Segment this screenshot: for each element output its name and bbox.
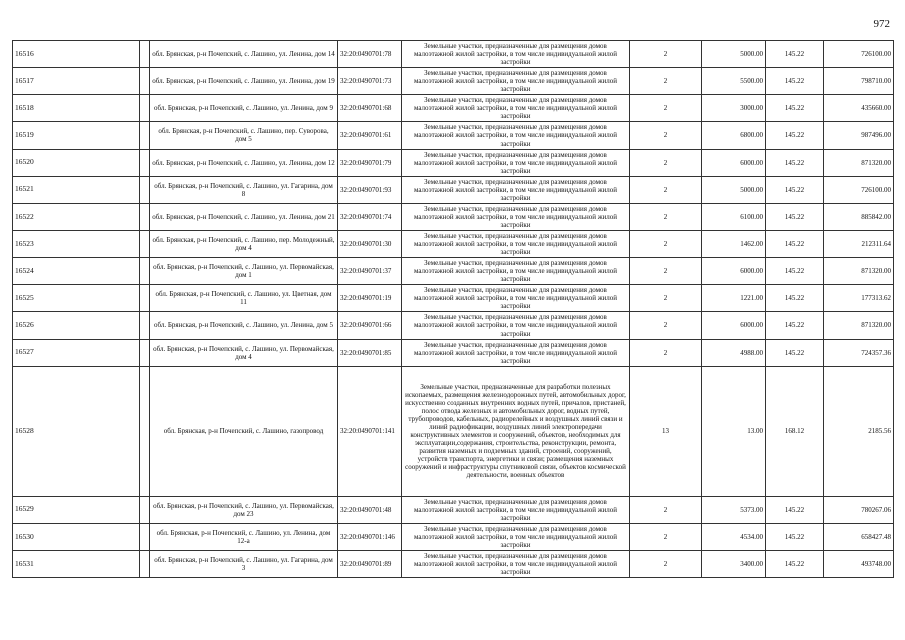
cadastral-number-cell: 32:20:0490701:61 xyxy=(338,122,402,149)
address-cell: обл. Брянская, р-н Почепский, с. Лашино, ул. Гагарина, дом 8 xyxy=(150,176,338,203)
row-number: 16529 xyxy=(13,496,140,523)
cadastral-value-cell: 871320.00 xyxy=(824,149,894,176)
cadastral-value-table xyxy=(12,40,894,578)
cadastral-value-cell: 177313.62 xyxy=(824,285,894,312)
area-cell: 3000.00 xyxy=(702,95,766,122)
cadastral-value-cell: 871320.00 xyxy=(824,258,894,285)
address-cell: обл. Брянская, р-н Почепский, с. Лашино, ул. Первомайская, дом 23 xyxy=(150,496,338,523)
row-number: 16520 xyxy=(13,149,140,176)
row-number: 16519 xyxy=(13,122,140,149)
cadastral-value-cell: 212311.64 xyxy=(824,230,894,257)
land-use-cell: Земельные участки, предназначенные для размещения домов малоэтажной жилой застройки, в том числе индивидуальной жилой застройки xyxy=(402,149,630,176)
table-row xyxy=(13,230,894,257)
specific-value-cell: 145.22 xyxy=(766,285,824,312)
cadastral-value-cell: 658427.48 xyxy=(824,523,894,550)
land-use-cell: Земельные участки, предназначенные для размещения домов малоэтажной жилой застройки, в том числе индивидуальной жилой застройки xyxy=(402,550,630,577)
land-use-cell: Земельные участки, предназначенные для размещения домов малоэтажной жилой застройки, в том числе индивидуальной жилой застройки xyxy=(402,339,630,366)
group-number-cell: 2 xyxy=(630,149,702,176)
land-use-cell: Земельные участки, предназначенные для разработки полезных ископаемых, размещения железнодорожных путей, автомобильных дорог, искусственно созданных внутренних водных путей, причалов, пристаней, полос отвода железных и автомобильных дорог, водных путей, трубопроводов, кабельных, радиорелейных и воздушных линий связи и линий радиофикации, воздушных линий электропередачи конструктивных элементов и сооружений, объектов, необходимых для эксплуатации,содержания, строительства, реконструкции, ремонта, развития наземных и подземных зданий, строений, сооружений, устройств транспорта, энергетики и связи; размещения наземных сооружений и инфраструктуры спутниковой связи, объектов космической деятельности, военных объектов xyxy=(402,366,630,496)
empty-cell xyxy=(140,122,150,149)
cadastral-number-cell: 32:20:0490701:30 xyxy=(338,230,402,257)
cadastral-number-cell: 32:20:0490701:68 xyxy=(338,95,402,122)
cadastral-number-cell: 32:20:0490701:89 xyxy=(338,550,402,577)
specific-value-cell: 145.22 xyxy=(766,68,824,95)
specific-value-cell: 145.22 xyxy=(766,523,824,550)
row-number: 16525 xyxy=(13,285,140,312)
cadastral-number-cell: 32:20:0490701:73 xyxy=(338,68,402,95)
cadastral-number-cell: 32:20:0490701:79 xyxy=(338,149,402,176)
row-number: 16527 xyxy=(13,339,140,366)
group-number-cell: 2 xyxy=(630,95,702,122)
land-use-cell: Земельные участки, предназначенные для размещения домов малоэтажной жилой застройки, в том числе индивидуальной жилой застройки xyxy=(402,496,630,523)
group-number-cell: 13 xyxy=(630,366,702,496)
cadastral-value-cell: 780267.06 xyxy=(824,496,894,523)
group-number-cell: 2 xyxy=(630,258,702,285)
group-number-cell: 2 xyxy=(630,68,702,95)
cadastral-value-cell: 726100.00 xyxy=(824,41,894,68)
group-number-cell: 2 xyxy=(630,496,702,523)
specific-value-cell: 145.22 xyxy=(766,122,824,149)
area-cell: 6000.00 xyxy=(702,149,766,176)
land-use-cell: Земельные участки, предназначенные для размещения домов малоэтажной жилой застройки, в том числе индивидуальной жилой застройки xyxy=(402,523,630,550)
address-cell: обл. Брянская, р-н Почепский, с. Лашино, ул. Первомайская, дом 1 xyxy=(150,258,338,285)
table-row xyxy=(13,149,894,176)
group-number-cell: 2 xyxy=(630,550,702,577)
address-cell: обл. Брянская, р-н Почепский, с. Лашино, ул. Гагарина, дом 3 xyxy=(150,550,338,577)
table-row xyxy=(13,550,894,577)
empty-cell xyxy=(140,312,150,339)
cadastral-value-cell: 871320.00 xyxy=(824,312,894,339)
area-cell: 4534.00 xyxy=(702,523,766,550)
row-number: 16528 xyxy=(13,366,140,496)
table-row xyxy=(13,366,894,496)
specific-value-cell: 145.22 xyxy=(766,230,824,257)
row-number: 16526 xyxy=(13,312,140,339)
area-cell: 5373.00 xyxy=(702,496,766,523)
address-cell: обл. Брянская, р-н Почепский, с. Лашино, пер. Суворова, дом 5 xyxy=(150,122,338,149)
empty-cell xyxy=(140,149,150,176)
area-cell: 5000.00 xyxy=(702,41,766,68)
row-number: 16524 xyxy=(13,258,140,285)
empty-cell xyxy=(140,496,150,523)
table-row xyxy=(13,523,894,550)
address-cell: обл. Брянская, р-н Почепский, с. Лашино, ул. Ленина, дом 9 xyxy=(150,95,338,122)
address-cell: обл. Брянская, р-н Почепский, с. Лашино, ул. Цветная, дом 11 xyxy=(150,285,338,312)
cadastral-number-cell: 32:20:0490701:48 xyxy=(338,496,402,523)
specific-value-cell: 145.22 xyxy=(766,41,824,68)
cadastral-value-cell: 798710.00 xyxy=(824,68,894,95)
land-use-cell: Земельные участки, предназначенные для размещения домов малоэтажной жилой застройки, в том числе индивидуальной жилой застройки xyxy=(402,176,630,203)
empty-cell xyxy=(140,285,150,312)
group-number-cell: 2 xyxy=(630,122,702,149)
address-cell: обл. Брянская, р-н Почепский, с. Лашино, ул. Ленина, дом 21 xyxy=(150,203,338,230)
row-number: 16521 xyxy=(13,176,140,203)
cadastral-number-cell: 32:20:0490701:85 xyxy=(338,339,402,366)
cadastral-number-cell: 32:20:0490701:146 xyxy=(338,523,402,550)
table-row xyxy=(13,339,894,366)
table-row xyxy=(13,176,894,203)
area-cell: 3400.00 xyxy=(702,550,766,577)
empty-cell xyxy=(140,230,150,257)
address-cell: обл. Брянская, р-н Почепский, с. Лашино, ул. Первомайская, дом 4 xyxy=(150,339,338,366)
empty-cell xyxy=(140,95,150,122)
empty-cell xyxy=(140,258,150,285)
land-use-cell: Земельные участки, предназначенные для размещения домов малоэтажной жилой застройки, в том числе индивидуальной жилой застройки xyxy=(402,122,630,149)
land-use-cell: Земельные участки, предназначенные для размещения домов малоэтажной жилой застройки, в том числе индивидуальной жилой застройки xyxy=(402,230,630,257)
row-number: 16517 xyxy=(13,68,140,95)
empty-cell xyxy=(140,366,150,496)
area-cell: 5000.00 xyxy=(702,176,766,203)
address-cell: обл. Брянская, р-н Почепский, с. Лашино, ул. Ленина, дом 14 xyxy=(150,41,338,68)
table-row xyxy=(13,258,894,285)
area-cell: 6000.00 xyxy=(702,258,766,285)
specific-value-cell: 145.22 xyxy=(766,95,824,122)
row-number: 16523 xyxy=(13,230,140,257)
land-use-cell: Земельные участки, предназначенные для размещения домов малоэтажной жилой застройки, в том числе индивидуальной жилой застройки xyxy=(402,95,630,122)
land-use-cell: Земельные участки, предназначенные для размещения домов малоэтажной жилой застройки, в том числе индивидуальной жилой застройки xyxy=(402,203,630,230)
table-row xyxy=(13,122,894,149)
land-use-cell: Земельные участки, предназначенные для размещения домов малоэтажной жилой застройки, в том числе индивидуальной жилой застройки xyxy=(402,258,630,285)
empty-cell xyxy=(140,523,150,550)
cadastral-number-cell: 32:20:0490701:74 xyxy=(338,203,402,230)
empty-cell xyxy=(140,41,150,68)
table-row xyxy=(13,285,894,312)
table-row xyxy=(13,496,894,523)
land-use-cell: Земельные участки, предназначенные для размещения домов малоэтажной жилой застройки, в том числе индивидуальной жилой застройки xyxy=(402,285,630,312)
group-number-cell: 2 xyxy=(630,339,702,366)
group-number-cell: 2 xyxy=(630,41,702,68)
cadastral-value-cell: 493748.00 xyxy=(824,550,894,577)
table-row xyxy=(13,95,894,122)
empty-cell xyxy=(140,339,150,366)
land-use-cell: Земельные участки, предназначенные для размещения домов малоэтажной жилой застройки, в том числе индивидуальной жилой застройки xyxy=(402,68,630,95)
empty-cell xyxy=(140,68,150,95)
area-cell: 5500.00 xyxy=(702,68,766,95)
cadastral-value-cell: 2185.56 xyxy=(824,366,894,496)
address-cell: обл. Брянская, р-н Почепский, с. Лашино, ул. Ленина, дом 5 xyxy=(150,312,338,339)
row-number: 16522 xyxy=(13,203,140,230)
empty-cell xyxy=(140,550,150,577)
cadastral-number-cell: 32:20:0490701:78 xyxy=(338,41,402,68)
cadastral-value-cell: 724357.36 xyxy=(824,339,894,366)
specific-value-cell: 145.22 xyxy=(766,496,824,523)
specific-value-cell: 145.22 xyxy=(766,149,824,176)
cadastral-value-cell: 435660.00 xyxy=(824,95,894,122)
area-cell: 1462.00 xyxy=(702,230,766,257)
cadastral-number-cell: 32:20:0490701:37 xyxy=(338,258,402,285)
group-number-cell: 2 xyxy=(630,285,702,312)
table-row xyxy=(13,312,894,339)
page-number: 972 xyxy=(873,18,890,30)
row-number: 16516 xyxy=(13,41,140,68)
group-number-cell: 2 xyxy=(630,312,702,339)
area-cell: 4988.00 xyxy=(702,339,766,366)
row-number: 16531 xyxy=(13,550,140,577)
empty-cell xyxy=(140,176,150,203)
empty-cell xyxy=(140,203,150,230)
group-number-cell: 2 xyxy=(630,523,702,550)
area-cell: 6000.00 xyxy=(702,312,766,339)
area-cell: 13.00 xyxy=(702,366,766,496)
cadastral-value-cell: 885842.00 xyxy=(824,203,894,230)
table-row xyxy=(13,203,894,230)
specific-value-cell: 145.22 xyxy=(766,550,824,577)
cadastral-number-cell: 32:20:0490701:141 xyxy=(338,366,402,496)
row-number: 16530 xyxy=(13,523,140,550)
address-cell: обл. Брянская, р-н Почепский, с. Лашино, газопровод xyxy=(150,366,338,496)
address-cell: обл. Брянская, р-н Почепский, с. Лашино, ул. Ленина, дом 12 xyxy=(150,149,338,176)
row-number: 16518 xyxy=(13,95,140,122)
table-body xyxy=(13,41,894,578)
area-cell: 1221.00 xyxy=(702,285,766,312)
land-use-cell: Земельные участки, предназначенные для размещения домов малоэтажной жилой застройки, в том числе индивидуальной жилой застройки xyxy=(402,41,630,68)
cadastral-number-cell: 32:20:0490701:19 xyxy=(338,285,402,312)
table-row xyxy=(13,41,894,68)
group-number-cell: 2 xyxy=(630,203,702,230)
specific-value-cell: 145.22 xyxy=(766,203,824,230)
cadastral-value-cell: 987496.00 xyxy=(824,122,894,149)
table-row xyxy=(13,68,894,95)
address-cell: обл. Брянская, р-н Почепский, с. Лашино, ул. Ленина, дом 12-а xyxy=(150,523,338,550)
cadastral-value-cell: 726100.00 xyxy=(824,176,894,203)
address-cell: обл. Брянская, р-н Почепский, с. Лашино, пер. Молодежный, дом 4 xyxy=(150,230,338,257)
specific-value-cell: 145.22 xyxy=(766,312,824,339)
specific-value-cell: 145.22 xyxy=(766,176,824,203)
area-cell: 6100.00 xyxy=(702,203,766,230)
cadastral-number-cell: 32:20:0490701:93 xyxy=(338,176,402,203)
specific-value-cell: 145.22 xyxy=(766,258,824,285)
land-use-cell: Земельные участки, предназначенные для размещения домов малоэтажной жилой застройки, в том числе индивидуальной жилой застройки xyxy=(402,312,630,339)
specific-value-cell: 145.22 xyxy=(766,339,824,366)
specific-value-cell: 168.12 xyxy=(766,366,824,496)
group-number-cell: 2 xyxy=(630,176,702,203)
group-number-cell: 2 xyxy=(630,230,702,257)
cadastral-number-cell: 32:20:0490701:66 xyxy=(338,312,402,339)
address-cell: обл. Брянская, р-н Почепский, с. Лашино, ул. Ленина, дом 19 xyxy=(150,68,338,95)
area-cell: 6800.00 xyxy=(702,122,766,149)
